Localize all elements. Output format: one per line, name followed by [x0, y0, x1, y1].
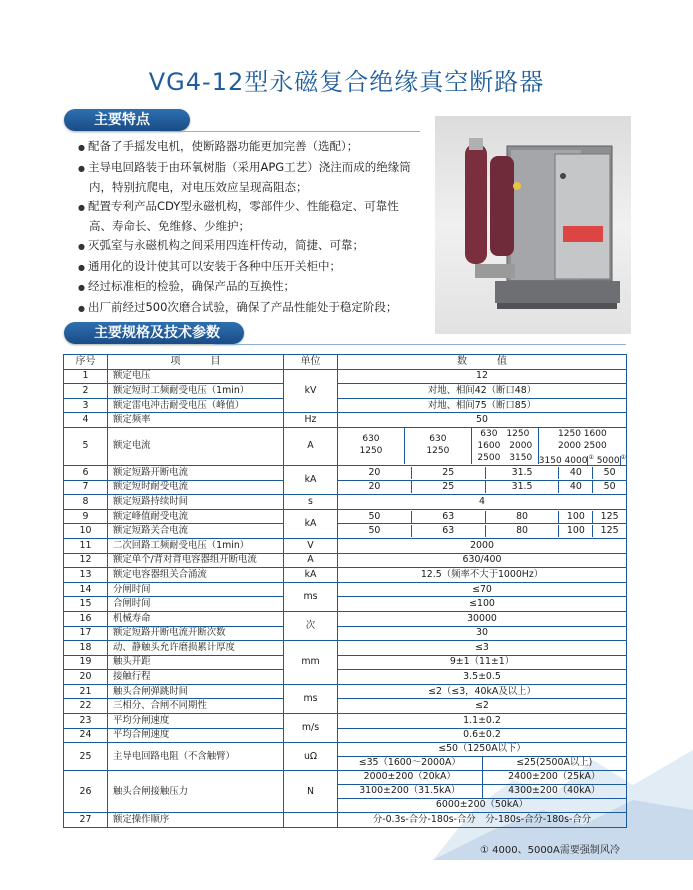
table-cell: 24: [64, 728, 108, 743]
table-cell: 26: [64, 771, 108, 813]
table-cell: 额定操作顺序: [108, 813, 284, 828]
table-cell: s: [284, 495, 338, 510]
table-cell: 19: [64, 655, 108, 670]
table-cell: 2000: [338, 538, 627, 553]
feature-item: ● 配备了手摇发电机，使断路器功能更加完善（选配）；: [78, 137, 420, 158]
table-cell: 21: [64, 684, 108, 699]
table-cell: A: [284, 427, 338, 465]
table-cell: ≤100: [338, 597, 627, 612]
table-cell: kA: [284, 568, 338, 583]
table-cell: 触头开距: [108, 655, 284, 670]
features-list: [78, 137, 420, 318]
table-cell: ≤2: [338, 699, 627, 714]
table-cell: 主导电回路电阻（不含触臂）: [108, 743, 284, 771]
table-cell: A: [284, 553, 338, 568]
table-cell: 15: [64, 597, 108, 612]
table-cell: 2000±200（20kA） 2400±200（25kA） 3100±200（31.5kA） 4300±200（40kA） 6000±200（50kA）: [338, 771, 627, 813]
table-cell: 2: [64, 384, 108, 399]
table-cell: 50 63 80 100 125: [338, 524, 627, 539]
header-value: 数 值: [338, 355, 627, 370]
table-cell: 630 1250 630 1250 630 1250 1600 2000 2500 3150 1250 1600 2000 2500 3150 4000① 5000①: [338, 427, 627, 465]
table-row: [64, 699, 627, 714]
table-row: [64, 714, 627, 729]
table-cell: 额定电压: [108, 369, 284, 384]
table-cell: 0.6±0.2: [338, 728, 627, 743]
table-row: [64, 495, 627, 510]
table-row: [64, 509, 627, 524]
table-row: [64, 728, 627, 743]
table-cell: 3: [64, 398, 108, 413]
table-cell: 额定峰值耐受电流: [108, 509, 284, 524]
table-cell: 接触行程: [108, 670, 284, 685]
feature-item: ● 经过标准柜的检验，确保产品的互换性；: [78, 277, 420, 298]
table-cell: 平均分闸速度: [108, 714, 284, 729]
table-cell: 动、静触头允许磨损累计厚度: [108, 641, 284, 656]
table-cell: 触头合闸接触压力: [108, 771, 284, 813]
table-row: [64, 771, 627, 813]
table-row: [64, 553, 627, 568]
header-item: 项 目: [108, 355, 284, 370]
table-cell: 10: [64, 524, 108, 539]
feature-item: ● 通用化的设计使其可以安装于各种中压开关柜中；: [78, 257, 420, 278]
feature-item: ● 灭弧室与永磁机构之间采用四连杆传动，简捷、可靠；: [78, 236, 420, 257]
table-cell: 30: [338, 626, 627, 641]
table-cell: ≤3: [338, 641, 627, 656]
table-row: [64, 369, 627, 384]
table-row: [64, 743, 627, 771]
table-cell: N: [284, 771, 338, 813]
table-cell: 4: [338, 495, 627, 510]
table-cell: kA: [284, 465, 338, 494]
table-row: [64, 641, 627, 656]
table-cell: 1.1±0.2: [338, 714, 627, 729]
table-header-row: [64, 355, 627, 370]
header-unit: 单位: [284, 355, 338, 370]
table-cell: m/s: [284, 714, 338, 743]
table-cell: 3.5±0.5: [338, 670, 627, 685]
table-row: [64, 626, 627, 641]
table-cell: 触头合闸弹跳时间: [108, 684, 284, 699]
spec-header: 主要规格及技术参数: [64, 322, 244, 344]
table-cell: 30000: [338, 611, 627, 626]
table-cell: ms: [284, 684, 338, 713]
divider: [214, 344, 626, 345]
table-cell: 9: [64, 509, 108, 524]
feature-item: ● 出厂前经过500次磨合试验，确保了产品性能处于稳定阶段；: [78, 298, 420, 319]
table-cell: 23: [64, 714, 108, 729]
page-title: VG4-12型永磁复合绝缘真空断路器: [148, 68, 545, 96]
table-row: [64, 524, 627, 539]
table-cell: 对地、相间75（断口85）: [338, 398, 627, 413]
feature-item: ● 主导电回路装于由环氧树脂（采用APG工艺）浇注而成的绝缘筒内，特别抗爬电，对电压效应呈现高阻态；: [78, 158, 420, 197]
table-cell: 二次回路工频耐受电压（1min）: [108, 538, 284, 553]
table-cell: 额定短路持续时间: [108, 495, 284, 510]
table-cell: 9±1（11±1）: [338, 655, 627, 670]
table-cell: 平均合闸速度: [108, 728, 284, 743]
table-cell: 额定单个/背对背电容器组开断电流: [108, 553, 284, 568]
table-cell: 11: [64, 538, 108, 553]
table-cell: 12.5（频率不大于1000Hz）: [338, 568, 627, 583]
table-cell: 额定电流: [108, 427, 284, 465]
table-cell: 额定雷电冲击耐受电压（峰值）: [108, 398, 284, 413]
breaker-illustration: [435, 116, 631, 334]
table-cell: ≤70: [338, 582, 627, 597]
table-cell: 机械寿命: [108, 611, 284, 626]
product-photo: [435, 116, 631, 334]
table-cell: ms: [284, 582, 338, 611]
table-cell: 三相分、合闸不同期性: [108, 699, 284, 714]
table-cell: Hz: [284, 413, 338, 428]
table-cell: 18: [64, 641, 108, 656]
table-row: [64, 538, 627, 553]
table-row: [64, 568, 627, 583]
footnote: ① 4000、5000A需要强制风冷: [480, 845, 620, 856]
table-row: [64, 384, 627, 399]
table-cell: 13: [64, 568, 108, 583]
table-cell: V: [284, 538, 338, 553]
table-cell: 20 25 31.5 40 50: [338, 480, 627, 495]
table-row: [64, 611, 627, 626]
table-cell: 17: [64, 626, 108, 641]
table-cell: 50 63 80 100 125: [338, 509, 627, 524]
table-cell: 5: [64, 427, 108, 465]
table-cell: 16: [64, 611, 108, 626]
table-row: [64, 427, 627, 465]
table-cell: 额定电容器组关合涌流: [108, 568, 284, 583]
table-row: [64, 597, 627, 612]
table-row: [64, 465, 627, 480]
features-header: 主要特点: [64, 109, 190, 131]
table-cell: 7: [64, 480, 108, 495]
spec-table: [63, 354, 627, 828]
table-cell: 20 25 31.5 40 50: [338, 465, 627, 480]
table-row: [64, 480, 627, 495]
table-row: [64, 655, 627, 670]
table-cell: 27: [64, 813, 108, 828]
table-cell: ≤2（≤3，40kA及以上）: [338, 684, 627, 699]
table-row: [64, 813, 627, 828]
table-cell: 630/400: [338, 553, 627, 568]
table-cell: 50: [338, 413, 627, 428]
table-cell: 12: [64, 553, 108, 568]
table-cell: 对地、相间42（断口48）: [338, 384, 627, 399]
divider: [160, 131, 420, 132]
table-cell: 25: [64, 743, 108, 771]
table-cell: 14: [64, 582, 108, 597]
table-cell: 22: [64, 699, 108, 714]
table-cell: ≤50（1250A以下） ≤35（1600～2000A） ≤25(2500A以上): [338, 743, 627, 771]
table-row: [64, 670, 627, 685]
table-cell: 额定短时耐受电流: [108, 480, 284, 495]
table-cell: kA: [284, 509, 338, 538]
table-row: [64, 398, 627, 413]
table-cell: mm: [284, 641, 338, 685]
table-cell: [284, 813, 338, 828]
table-cell: 额定短路关合电流: [108, 524, 284, 539]
table-cell: 20: [64, 670, 108, 685]
table-cell: 12: [338, 369, 627, 384]
table-cell: 1: [64, 369, 108, 384]
table-row: [64, 684, 627, 699]
table-row: [64, 582, 627, 597]
table-cell: 6: [64, 465, 108, 480]
table-cell: 额定短路开断电流: [108, 465, 284, 480]
table-cell: uΩ: [284, 743, 338, 771]
table-cell: 额定频率: [108, 413, 284, 428]
feature-item: ● 配置专利产品CDY型永磁机构，零部件少、性能稳定、可靠性高、寿命长、免维修、少维护；: [78, 197, 420, 236]
table-row: [64, 413, 627, 428]
header-no: 序号: [64, 355, 108, 370]
table-cell: kV: [284, 369, 338, 413]
table-cell: 额定短路开断电流开断次数: [108, 626, 284, 641]
table-cell: 8: [64, 495, 108, 510]
table-cell: 合闸时间: [108, 597, 284, 612]
table-cell: 分-0.3s-合分-180s-合分 分-180s-合分-180s-合分: [338, 813, 627, 828]
table-cell: 次: [284, 611, 338, 640]
table-cell: 额定短时工频耐受电压（1min）: [108, 384, 284, 399]
table-cell: 分闸时间: [108, 582, 284, 597]
table-cell: 4: [64, 413, 108, 428]
